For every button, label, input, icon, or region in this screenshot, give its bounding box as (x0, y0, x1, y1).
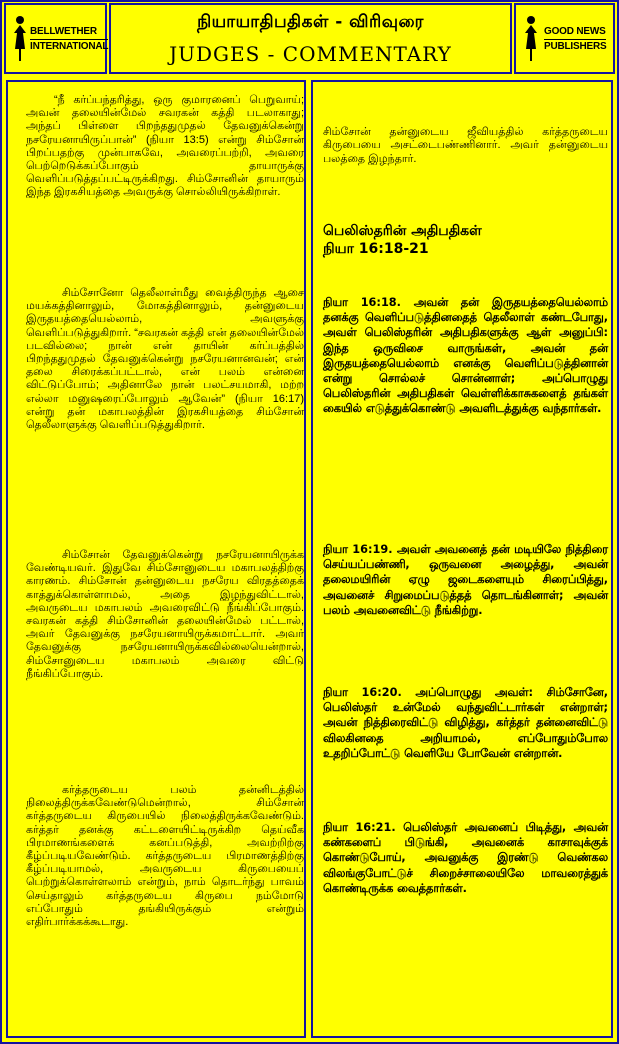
page-header (4, 3, 615, 76)
section-heading-title: பெலிஸ்தரின் அதிபதிகள் (323, 223, 482, 239)
verse-16-21: நியா 16:21. பெலிஸ்தர் அவனைப் பிடித்து, அவன் கண்களைப் பிடுங்கி, அவனைக் காசாவுக்குக் கொண்டுபோய், அவனுக்கு இரண்டு வெண்கல விலங்குபோட்டுச் சிறைச்சாலையிலே மாவரைத்துக் கொண்டிருக்க வைத்தார்கள். (323, 821, 608, 895)
title-english: JUDGES - COMMENTARY (169, 42, 452, 66)
right-intro: சிம்சோன் தன்னுடைய ஜீவியத்தில் கர்த்தருடைய கிருபையை அசட்டைபண்ணினார். அவர் தன்னுடைய பலத்தை இழந்தார். (323, 126, 608, 165)
verse-16-18: நியா 16:18. அவன் தன் இருதயத்தையெல்லாம் தனக்கு வெளிப்படுத்தினதைத் தெலீலாள் கண்டபோது, அவள் பெலிஸ்தரின் அதிபதிகளுக்கு ஆள் அனுப்பி: இந்த ஒருவிசை வாருங்கள், அவன் தன் இருதயத்தையெல்லாம் எனக்கு வெளிப்படுத்தினான் என்று சொல்லச் சொன்னாள்; அப்பொழுது பெலிஸ்தரின் அதிபதிகள் வெள்ளிக்காசுகளைத் தங்கள் கையில் எடுத்துக்கொண்டு அவளிடத்துக்கு வந்தார்கள். (323, 296, 608, 416)
bell-figure-icon (522, 15, 540, 63)
logo-line2: INTERNATIONAL (30, 41, 109, 52)
section-heading-ref: நியா 16:18-21 (323, 241, 429, 257)
bellwether-logo (4, 3, 107, 74)
left-paragraph-3: சிம்சோன் தேவனுக்கென்று நசரேயனாயிருக்க வேண்டியவர். இதுவே சிம்சோனுடைய மகாபலத்திற்கு காரணம். சிம்சோன் தன்னுடைய நசரேய விரதத்தைக் காத்துக்கொள்ளாமல், அதை இழந்துவிட்டால், அவருடைய மகாபலம் அவரைவிட்டு நீங்கிப்போகும். சவரகன் கத்தி சிம்சோனின் தலையின்மேல் பட்டால், அவர் தேவனுக்கு நசரேயனாயிருக்கமாட்டார். அவர் தேவனுக்கு நசரேயனாயிருக்கவில்லையென்றால், சிம்சோனுடைய மகாபலம் அவரை விட்டு நீங்கிப்போகும். (26, 549, 304, 680)
good-news-logo (514, 3, 615, 74)
left-paragraph-4: கர்த்தருடைய பலம் தன்னிடத்தில் நிலைத்திருக்கவேண்டுமென்றால், சிம்சோன் கர்த்தருடைய கிருபையில் நிலைத்திருக்கவேண்டும். கர்த்தர் தனக்கு கட்டளையிட்டிருக்கிற தெய்வீக பிரமாணங்களைக் கனப்படுத்தி, அவற்றிற்கு கீழ்ப்படியவேண்டும். கர்த்தருடைய பிரமாணத்திற்கு கீழ்ப்படியாமல், அவருடைய கிருபையைப் பெற்றுக்கொள்ளலாம் என்றும், நாம் தொடர்ந்து பாவம் செய்தாலும் கர்த்தருடைய கிருபை நம்மோடு எப்போதும் தங்கியிருக்கும் என்றும் எதிர்பார்க்கக்கூடாது. (26, 784, 304, 929)
logo-line2: PUBLISHERS (544, 41, 607, 52)
right-column (311, 80, 613, 1038)
title-box (109, 3, 512, 74)
left-paragraph-1: “நீ கர்ப்பந்தரித்து, ஒரு குமாரனைப் பெறுவாய்; அவன் தலையின்மேல் சவரகன் கத்தி படலாகாது; அந்தப் பிள்ளை பிறந்ததுமுதல் தேவனுக்கென்று நசரேயனாயிருப்பான்” (நியா 13:5) என்று சிம்சோன் பிறப்பதற்கு முன்பாகவே, அவரைப்பற்றி, அவரை பெற்றெடுக்கப்போகும் தாயாருக்கு வெளிப்படுத்தப்பட்டிருக்கிறது. சிம்சோனின் தாயாரும் இந்த இரகசியத்தை அவருக்கு சொல்லியிருக்கிறாள். (26, 94, 304, 199)
logo-line1: GOOD NEWS (544, 26, 606, 37)
section-heading (323, 222, 608, 258)
verse-16-19: நியா 16:19. அவள் அவனைத் தன் மடியிலே நித்திரை செய்யப்பண்ணி, ஒருவனை அழைத்து, அவன் தலைமயிரின் ஏழு ஜடைகளையும் சிரைப்பித்து, அவனைச் சிறுமைப்படுத்தத் தொடங்கினாள்; அவன் பலம் அவனைவிட்டு நீங்கிற்று. (323, 543, 608, 617)
bellwether-logo-text (30, 25, 108, 53)
left-paragraph-2: சிம்சோனோ தெலீலாள்மீது வைத்திருந்த ஆசை மயக்கத்தினாலும், மோகத்தினாலும், தன்னுடைய இருதயத்தையெல்லாம், அவளுக்கு வெளிப்படுத்துகிறார். “சவரகன் கத்தி என் தலையின்மேல் படவில்லை; நான் என் தாயின் கர்ப்பத்தில் பிறந்ததுமுதல் தேவனுக்கென்று நசரேயனானவன்; என் தலை சிரைக்கப்பட்டால், என் பலம் என்னை விட்டுப்போம்; அதினாலே நான் பலட்சயமாகி, மற்ற எல்லா மனுஷரைப்போலும் ஆவேன்” (நியா 16:17) என்று தன் மகாபலத்தின் இரகசியத்தை சிம்சோன் தெலீலாளுக்கு வெளிப்படுத்துகிறார். (26, 287, 305, 432)
left-column (6, 80, 306, 1038)
verse-16-20: நியா 16:20. அப்பொழுது அவள்: சிம்சோனே, பெலிஸ்தர் உன்மேல் வந்துவிட்டார்கள் என்றாள்; அவன் நித்திரைவிட்டு விழித்து, கர்த்தர் தன்னைவிட்டு விலகினதை அறியாமல், எப்போதும்போல உதறிப்போட்டு வெளியே போவேன் என்றான். (323, 686, 608, 760)
logo-line1: BELLWETHER (30, 26, 97, 37)
good-news-logo-text (544, 25, 606, 53)
title-tamil: நியாயாதிபதிகள் - விரிவுரை (197, 12, 424, 32)
bell-figure-icon (12, 15, 28, 63)
